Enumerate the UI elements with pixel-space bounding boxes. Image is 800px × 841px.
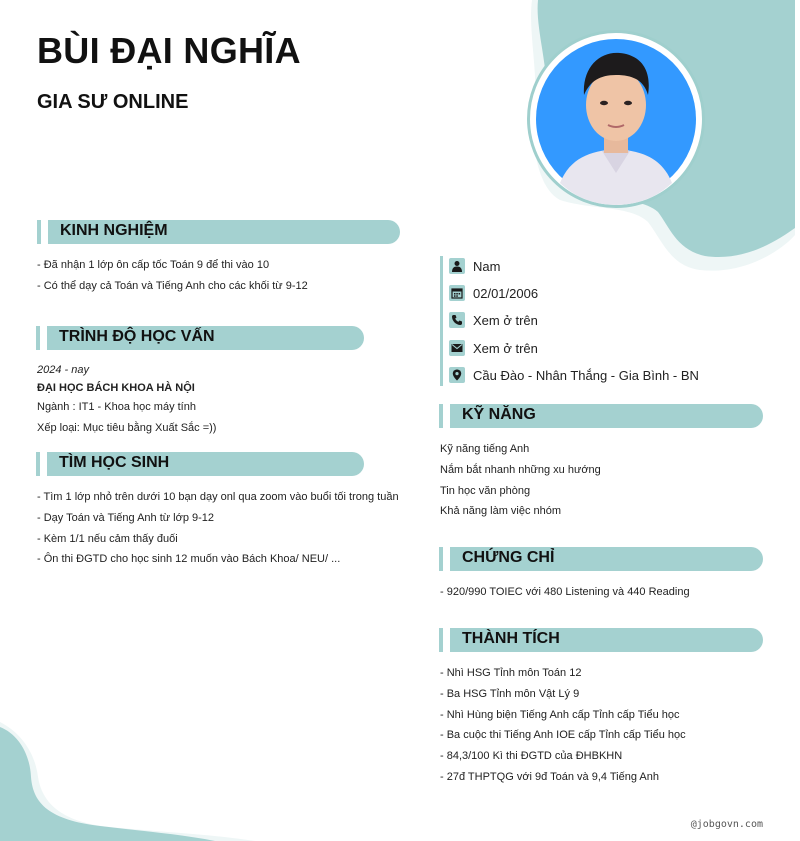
info-email-text: Xem ở trên <box>473 340 538 356</box>
skill-item: Kỹ năng tiếng Anh <box>440 443 530 455</box>
education-major: Ngành : IT1 - Khoa học máy tính <box>37 401 196 413</box>
phone-icon <box>449 312 465 328</box>
seeking-title: TÌM HỌC SINH <box>59 454 170 471</box>
skill-item: Khả năng làm việc nhóm <box>440 505 562 517</box>
experience-item: - Có thể dạy cả Toán và Tiếng Anh cho các khối từ 9-12 <box>37 280 308 292</box>
info-gender <box>449 257 500 275</box>
mail-icon <box>449 340 465 356</box>
certificates-section-header <box>450 547 763 571</box>
skill-item: Nắm bắt nhanh những xu hướng <box>440 464 601 476</box>
skills-section-header <box>450 404 763 428</box>
info-phone <box>449 311 538 329</box>
achievement-item: - Ba cuộc thi Tiếng Anh IOE cấp Tỉnh cấp Tiểu học <box>440 729 686 741</box>
seeking-item: - Ôn thi ĐGTD cho học sinh 12 muốn vào Bách Khoa/ NEU/ ... <box>37 553 341 565</box>
info-accent-bar <box>440 256 443 386</box>
profile-photo <box>527 30 705 208</box>
achievement-item: - Ba HSG Tỉnh môn Vật Lý 9 <box>440 688 580 700</box>
info-phone-text: Xem ở trên <box>473 312 538 328</box>
seeking-item: - Tìm 1 lớp nhỏ trên dưới 10 bạn dạy onl qua zoom vào buổi tối trong tuần <box>37 491 399 503</box>
location-icon <box>449 367 465 383</box>
education-section-header <box>47 326 364 350</box>
achievement-item: - Nhì HSG Tỉnh môn Toán 12 <box>440 667 582 679</box>
achievement-item: - Nhì Hùng biện Tiếng Anh cấp Tỉnh cấp Tiểu học <box>440 709 680 721</box>
info-email <box>449 339 538 357</box>
info-address-text: Cầu Đào - Nhân Thắng - Gia Bình - BN <box>473 367 699 383</box>
seeking-item: - Kèm 1/1 nếu cảm thấy đuối <box>37 533 178 545</box>
info-birthday-text: 02/01/2006 <box>473 285 539 301</box>
job-title: GIA SƯ ONLINE <box>37 91 189 113</box>
seeking-item: - Dạy Toán và Tiếng Anh từ lớp 9-12 <box>37 512 215 524</box>
achievements-title: THÀNH TÍCH <box>462 630 560 647</box>
info-gender-text: Nam <box>473 258 501 274</box>
experience-item: - Đã nhận 1 lớp ôn cấp tốc Toán 9 để thi vào 10 <box>37 259 270 271</box>
portrait-image <box>530 33 702 205</box>
skills-title: KỸ NĂNG <box>462 406 536 423</box>
calendar-icon <box>449 285 465 301</box>
achievements-section-header <box>450 628 763 652</box>
watermark-footer: @jobgovn.com <box>690 819 763 830</box>
achievement-item: - 84,3/100 Kì thi ĐGTD của ĐHBKHN <box>440 750 623 762</box>
education-period: 2024 - nay <box>37 364 89 376</box>
info-address <box>449 366 699 384</box>
experience-title: KINH NGHIỆM <box>60 222 168 239</box>
achievement-item: - 27đ THPTQG với 9đ Toán và 9,4 Tiếng Anh <box>440 771 659 783</box>
bottom-left-decor-blob <box>0 722 260 841</box>
education-rank: Xếp loại: Mục tiêu bằng Xuất Sắc =)) <box>37 422 217 434</box>
seeking-section-header <box>47 452 364 476</box>
certificate-item: - 920/990 TOIEC với 480 Listening và 440 Reading <box>440 586 690 598</box>
education-title: TRÌNH ĐỘ HỌC VẤN <box>59 328 215 345</box>
info-birthday <box>449 284 538 302</box>
person-icon <box>449 258 465 274</box>
certificates-title: CHỨNG CHỈ <box>462 549 555 566</box>
skill-item: Tin học văn phòng <box>440 485 531 497</box>
candidate-name: BÙI ĐẠI NGHĨA <box>37 30 301 71</box>
experience-section-header <box>48 220 400 244</box>
education-school: ĐẠI HỌC BÁCH KHOA HÀ NỘI <box>37 382 195 394</box>
